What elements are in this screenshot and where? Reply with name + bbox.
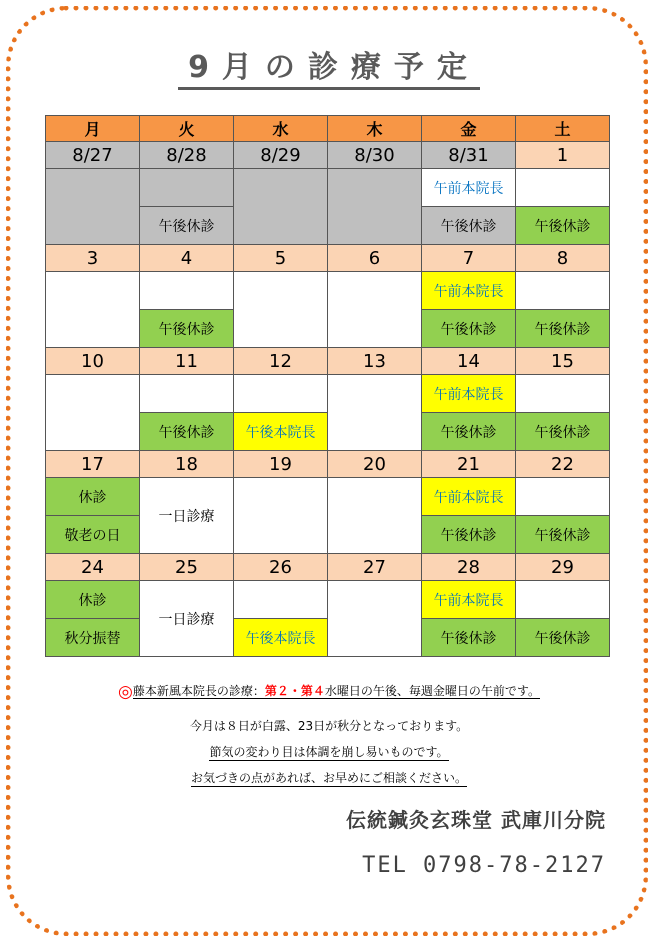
consult-note: お気づきの点があれば、お早めにご相談ください。 bbox=[190, 771, 467, 785]
weekday-wed: 水 bbox=[234, 116, 328, 142]
schedule-cell bbox=[328, 272, 422, 348]
phone-number: TEL 0798-78-2127 bbox=[362, 853, 606, 878]
schedule-cell bbox=[328, 581, 422, 657]
am-row bbox=[46, 478, 610, 516]
date-cell: 8 bbox=[516, 245, 610, 272]
schedule-calendar bbox=[45, 115, 610, 657]
date-cell: 26 bbox=[234, 554, 328, 581]
date-row bbox=[46, 348, 610, 375]
date-cell: 20 bbox=[328, 451, 422, 478]
schedule-cell bbox=[328, 169, 422, 245]
schedule-cell bbox=[516, 169, 610, 207]
holiday-closed-cell: 休診 bbox=[46, 581, 140, 619]
director-am-cell: 午前本院長 bbox=[422, 169, 516, 207]
date-cell: 4 bbox=[140, 245, 234, 272]
am-row bbox=[46, 581, 610, 619]
date-cell: 8/30 bbox=[328, 142, 422, 169]
am-row bbox=[46, 169, 610, 207]
holiday-name-cell: 敬老の日 bbox=[46, 516, 140, 554]
schedule-cell bbox=[234, 272, 328, 348]
double-circle-icon: ◎ bbox=[118, 682, 133, 702]
weekday-tue: 火 bbox=[140, 116, 234, 142]
closed-pm-cell: 午後休診 bbox=[516, 310, 610, 348]
closed-pm-cell: 午後休診 bbox=[140, 310, 234, 348]
date-cell: 7 bbox=[422, 245, 516, 272]
date-cell: 18 bbox=[140, 451, 234, 478]
schedule-cell bbox=[234, 375, 328, 413]
closed-pm-cell: 午後休診 bbox=[422, 619, 516, 657]
health-note: 節気の変わり目は体調を崩し易いものです。 bbox=[209, 745, 449, 759]
director-pm-cell: 午後本院長 bbox=[234, 413, 328, 451]
date-cell: 19 bbox=[234, 451, 328, 478]
schedule-cell bbox=[234, 169, 328, 245]
date-cell: 22 bbox=[516, 451, 610, 478]
holiday-name-cell: 秋分振替 bbox=[46, 619, 140, 657]
season-note: 今月は８日が白露、23日が秋分となっております。 bbox=[189, 719, 469, 733]
date-cell: 25 bbox=[140, 554, 234, 581]
date-cell: 8/29 bbox=[234, 142, 328, 169]
full-day-cell: 一日診療 bbox=[140, 581, 234, 657]
date-cell: 8/27 bbox=[46, 142, 140, 169]
weekday-sat: 土 bbox=[516, 116, 610, 142]
schedule-cell bbox=[140, 375, 234, 413]
closed-pm-cell: 午後休診 bbox=[422, 207, 516, 245]
director-am-cell: 午前本院長 bbox=[422, 581, 516, 619]
closed-pm-cell: 午後休診 bbox=[422, 413, 516, 451]
date-cell: 1 bbox=[516, 142, 610, 169]
director-am-cell: 午前本院長 bbox=[422, 478, 516, 516]
date-cell: 5 bbox=[234, 245, 328, 272]
date-cell: 12 bbox=[234, 348, 328, 375]
date-cell: 8/31 bbox=[422, 142, 516, 169]
weekday-fri: 金 bbox=[422, 116, 516, 142]
date-cell: 29 bbox=[516, 554, 610, 581]
schedule-cell bbox=[516, 581, 610, 619]
director-schedule-note bbox=[0, 682, 658, 702]
date-row bbox=[46, 451, 610, 478]
schedule-cell bbox=[328, 478, 422, 554]
schedule-cell bbox=[328, 375, 422, 451]
schedule-cell bbox=[516, 272, 610, 310]
date-cell: 21 bbox=[422, 451, 516, 478]
date-row bbox=[46, 554, 610, 581]
schedule-cell bbox=[234, 478, 328, 554]
schedule-cell bbox=[234, 581, 328, 619]
closed-pm-cell: 午後休診 bbox=[140, 207, 234, 245]
schedule-cell bbox=[46, 375, 140, 451]
date-cell: 15 bbox=[516, 348, 610, 375]
closed-pm-cell: 午後休診 bbox=[516, 207, 610, 245]
closed-pm-cell: 午後休診 bbox=[422, 310, 516, 348]
schedule-cell bbox=[46, 272, 140, 348]
schedule-cell bbox=[516, 478, 610, 516]
closed-pm-cell: 午後休診 bbox=[422, 516, 516, 554]
closed-pm-cell: 午後休診 bbox=[140, 413, 234, 451]
date-cell: 24 bbox=[46, 554, 140, 581]
schedule-cell bbox=[140, 272, 234, 310]
closed-pm-cell: 午後休診 bbox=[516, 516, 610, 554]
date-cell: 11 bbox=[140, 348, 234, 375]
director-pm-cell: 午後本院長 bbox=[234, 619, 328, 657]
weekday-mon: 月 bbox=[46, 116, 140, 142]
date-row bbox=[46, 142, 610, 169]
note-text: 藤本新風本院長の診療：第２・第４水曜日の午後、毎週金曜日の午前です。 bbox=[132, 684, 540, 698]
date-cell: 28 bbox=[422, 554, 516, 581]
clinic-name: 伝統鍼灸玄珠堂 武庫川分院 bbox=[346, 808, 606, 832]
weekday-thu: 木 bbox=[328, 116, 422, 142]
closed-pm-cell: 午後休診 bbox=[516, 619, 610, 657]
director-am-cell: 午前本院長 bbox=[422, 375, 516, 413]
am-row bbox=[46, 272, 610, 310]
date-cell: 13 bbox=[328, 348, 422, 375]
page-title: 9月の診療予定 bbox=[0, 42, 658, 86]
weekday-header-row bbox=[46, 116, 610, 142]
date-cell: 3 bbox=[46, 245, 140, 272]
closed-pm-cell: 午後休診 bbox=[516, 413, 610, 451]
date-cell: 27 bbox=[328, 554, 422, 581]
holiday-closed-cell: 休診 bbox=[46, 478, 140, 516]
date-cell: 17 bbox=[46, 451, 140, 478]
director-am-cell: 午前本院長 bbox=[422, 272, 516, 310]
date-cell: 8/28 bbox=[140, 142, 234, 169]
am-row bbox=[46, 375, 610, 413]
date-cell: 6 bbox=[328, 245, 422, 272]
schedule-cell bbox=[46, 169, 140, 245]
date-cell: 14 bbox=[422, 348, 516, 375]
full-day-cell: 一日診療 bbox=[140, 478, 234, 554]
date-cell: 10 bbox=[46, 348, 140, 375]
schedule-cell bbox=[516, 375, 610, 413]
schedule-cell bbox=[140, 169, 234, 207]
weeks-highlight: 第２・第４ bbox=[264, 684, 325, 698]
date-row bbox=[46, 245, 610, 272]
